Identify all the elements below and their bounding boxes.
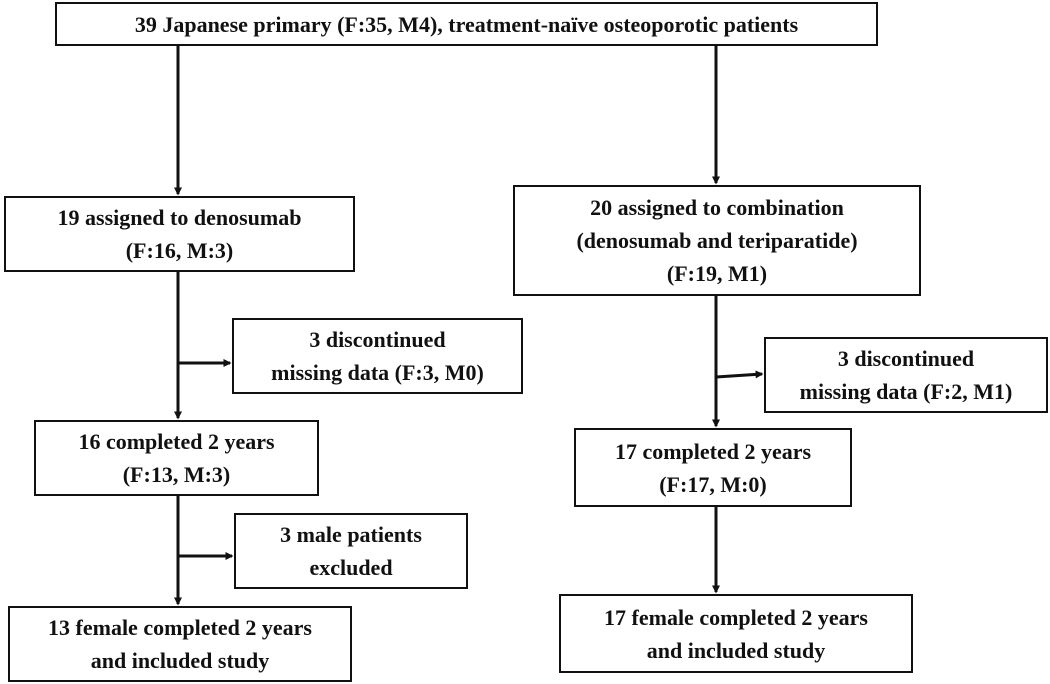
enrolled-line1: 39 Japanese primary (F:35, M4), treatment-naïve osteoporotic patients <box>134 11 799 37</box>
combination-assigned-line3: (F:19, M1) <box>666 261 768 286</box>
combination-discontinued-line1: 3 discontinued <box>837 346 975 371</box>
denosumab-assigned-line2: (F:16, M:3) <box>125 238 234 263</box>
box-combination-assigned <box>513 185 921 296</box>
arrow-right-to-discontinued <box>716 374 762 377</box>
denosumab-completed-line2: (F:13, M:3) <box>122 462 231 487</box>
box-denosumab-discontinued <box>232 318 523 394</box>
male-excluded-line1: 3 male patients <box>280 522 422 547</box>
denosumab-discontinued-line1: 3 discontinued <box>309 327 446 352</box>
combination-final-line2: and included study <box>646 637 826 663</box>
box-enrolled-patients <box>55 2 878 46</box>
box-combination-final <box>559 594 913 673</box>
box-denosumab-final <box>8 606 352 682</box>
combination-discontinued-line2: missing data (F:2, M1) <box>799 379 1013 404</box>
combination-final-line1: 17 female completed 2 years <box>604 604 868 630</box>
denosumab-final-line1: 13 female completed 2 years <box>48 615 312 640</box>
box-male-excluded <box>234 513 468 589</box>
box-denosumab-assigned <box>4 196 355 272</box>
box-combination-discontinued <box>764 337 1048 413</box>
denosumab-assigned-line1: 19 assigned to denosumab <box>57 205 302 230</box>
combination-completed-line2: (F:17, M:0) <box>659 471 767 497</box>
denosumab-final-line2: and included study <box>90 648 270 673</box>
male-excluded-line2: excluded <box>309 555 393 580</box>
denosumab-discontinued-line2: missing data (F:3, M0) <box>271 360 484 385</box>
box-denosumab-completed <box>34 420 319 496</box>
box-combination-completed <box>574 428 852 507</box>
combination-completed-line1: 17 completed 2 years <box>614 438 812 464</box>
combination-assigned-line2: (denosumab and teriparatide) <box>576 228 858 253</box>
denosumab-completed-line1: 16 completed 2 years <box>78 429 275 454</box>
combination-assigned-line1: 20 assigned to combination <box>590 195 844 220</box>
